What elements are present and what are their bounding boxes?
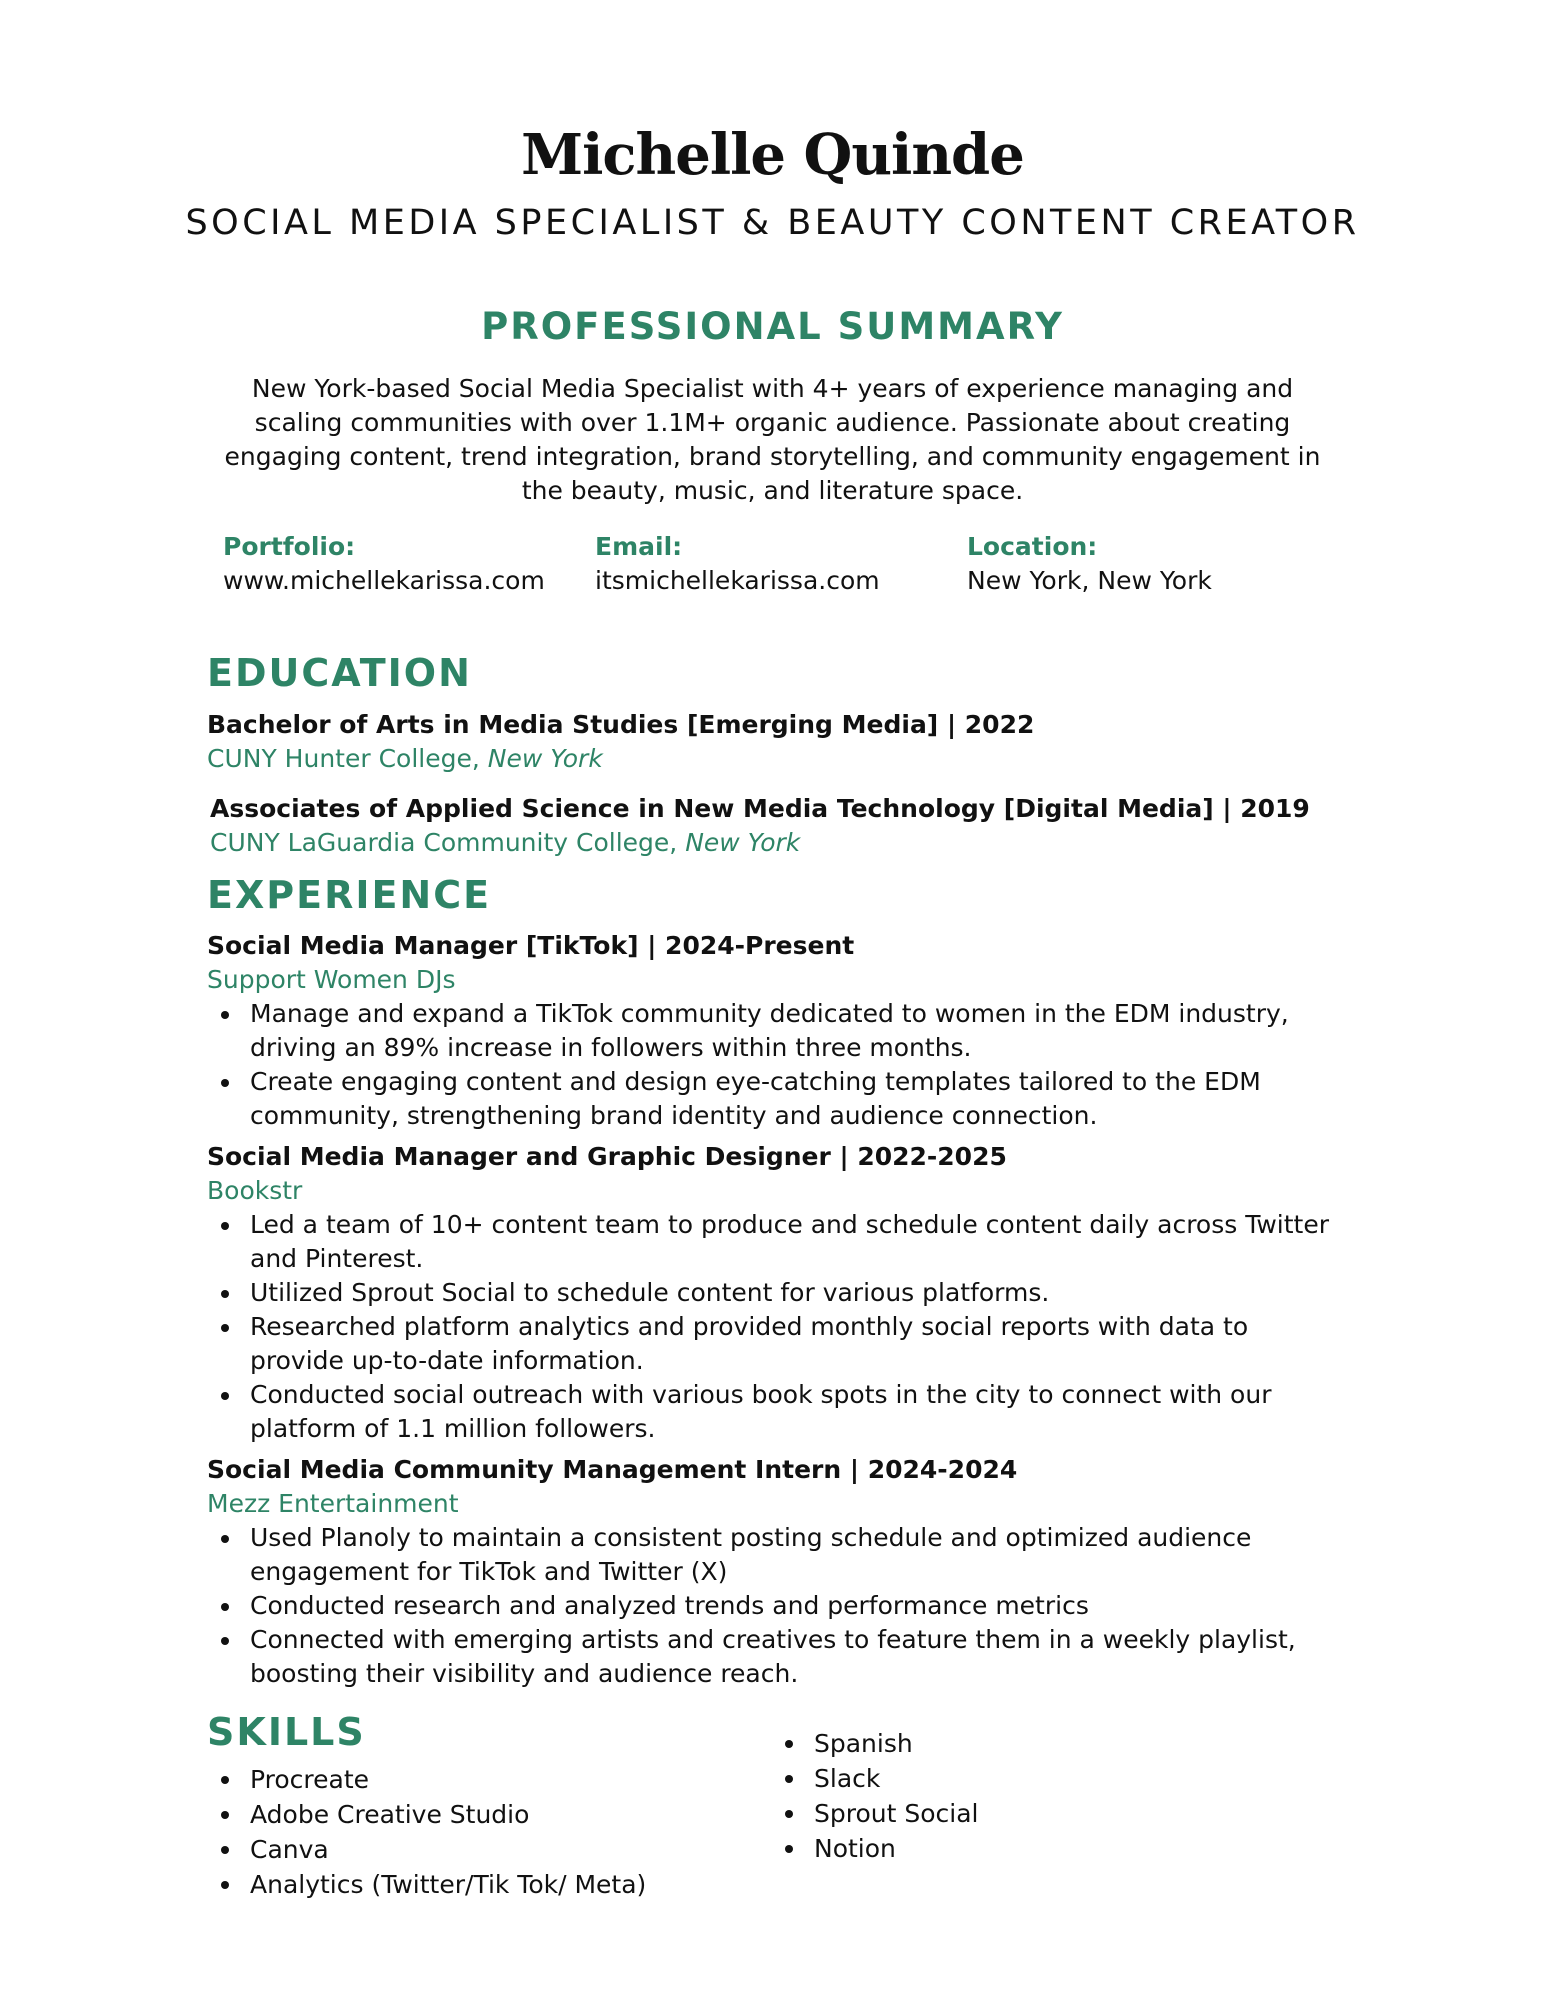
email-label: Email: (595, 532, 683, 561)
list-item: Conducted social outreach with various book spots in the city to connect with our platform of 1.1 million followers. (207, 1378, 1337, 1446)
contact-portfolio (223, 530, 583, 598)
job-title-3: Social Media Community Management Intern | 2024-2024 (207, 1455, 1018, 1484)
list-item: Canva (207, 1832, 646, 1867)
list-item: Manage and expand a TikTok community dedicated to women in the EDM industry, driving an 89% increase in followers within three months. (207, 997, 1337, 1065)
skills-heading: SKILLS (207, 1710, 366, 1754)
portfolio-value[interactable]: www.michellekarissa.com (223, 566, 545, 595)
list-item: Spanish (771, 1726, 978, 1761)
contact-location (967, 530, 1327, 598)
education-degree-1: Bachelor of Arts in Media Studies [Emerging Media] | 2022 (207, 710, 1035, 739)
experience-heading: EXPERIENCE (207, 873, 492, 917)
job-bullets-2 (207, 1208, 1337, 1446)
list-item: Used Planoly to maintain a consistent posting schedule and optimized audience engagement for TikTok and Twitter (X) (207, 1521, 1337, 1589)
school-location: New York (487, 744, 603, 773)
education-degree-2: Associates of Applied Science in New Media Technology [Digital Media] | 2019 (210, 794, 1310, 823)
list-item: Notion (771, 1831, 978, 1866)
job-title-2: Social Media Manager and Graphic Designer | 2022-2025 (207, 1142, 1007, 1171)
list-item: Connected with emerging artists and creatives to feature them in a weekly playlist, boosting their visibility and audience reach. (207, 1623, 1337, 1691)
summary-paragraph: New York-based Social Media Specialist with 4+ years of experience managing and scaling communities with over 1.1M+ organic audience. Passionate about creating engaging content, trend integration, brand storytelling, and community engagement in the beauty, music, and literature space. (224, 374, 1321, 505)
skills-column-1 (207, 1762, 646, 1902)
job-subtitle: SOCIAL MEDIA SPECIALIST & BEAUTY CONTENT CREATOR (185, 203, 1360, 243)
job-title-1: Social Media Manager [TikTok] | 2024-Present (207, 931, 855, 960)
list-item: Researched platform analytics and provided monthly social reports with data to provide up-to-date information. (207, 1310, 1337, 1378)
list-item: Conducted research and analyzed trends and performance metrics (207, 1589, 1337, 1623)
portfolio-label: Portfolio: (223, 532, 356, 561)
contact-email (595, 530, 955, 598)
list-item: Utilized Sprout Social to schedule content for various platforms. (207, 1276, 1337, 1310)
school-name: CUNY Hunter College, (207, 744, 480, 773)
location-label: Location: (967, 532, 1098, 561)
location-value: New York, New York (967, 566, 1212, 595)
job-bullets-1 (207, 997, 1337, 1133)
list-item: Sprout Social (771, 1796, 978, 1831)
job-org-3: Mezz Entertainment (207, 1489, 459, 1518)
list-item: Adobe Creative Studio (207, 1797, 646, 1832)
education-school-1 (207, 742, 603, 776)
candidate-name: Michelle Quinde (521, 122, 1024, 188)
school-location: New York (685, 828, 801, 857)
list-item: Analytics (Twitter/Tik Tok/ Meta) (207, 1867, 646, 1902)
email-value[interactable]: itsmichellekarissa.com (595, 566, 880, 595)
education-heading: EDUCATION (207, 651, 472, 695)
school-name: CUNY LaGuardia Community College, (210, 828, 678, 857)
summary-heading: PROFESSIONAL SUMMARY (481, 305, 1064, 348)
list-item: Procreate (207, 1762, 646, 1797)
job-org-1: Support Women DJs (207, 965, 456, 994)
job-bullets-3 (207, 1521, 1337, 1691)
list-item: Create engaging content and design eye-catching templates tailored to the EDM community, strengthening brand identity and audience connection. (207, 1065, 1337, 1133)
skills-column-2 (771, 1726, 978, 1866)
job-org-2: Bookstr (207, 1176, 303, 1205)
list-item: Led a team of 10+ content team to produce and schedule content daily across Twitter and Pinterest. (207, 1208, 1337, 1276)
list-item: Slack (771, 1761, 978, 1796)
education-school-2 (210, 826, 800, 860)
